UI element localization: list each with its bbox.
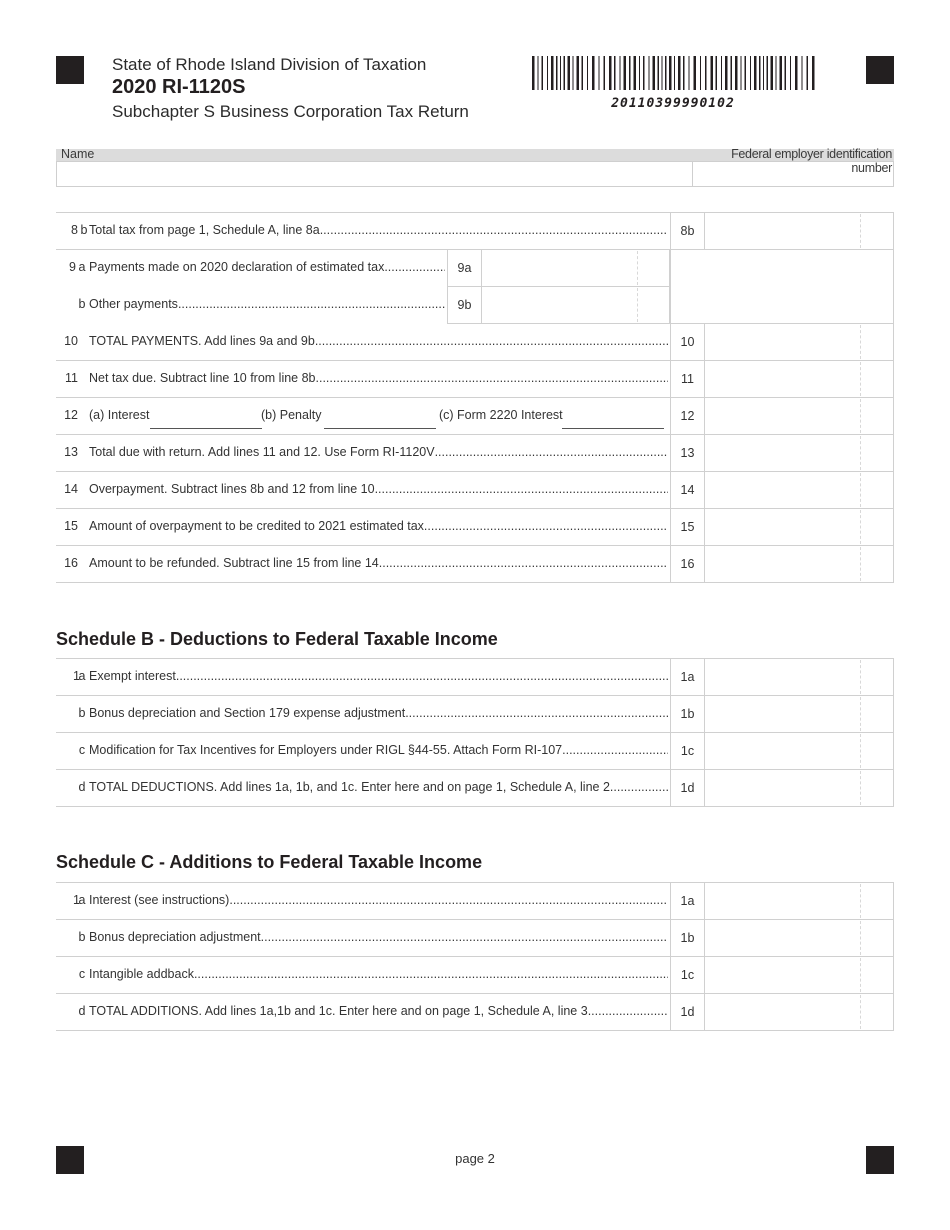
barcode-bar [662,56,663,90]
fein-field[interactable] [692,161,894,187]
line-8b-leader-dots [320,223,668,237]
line-12-form2220-field[interactable] [562,428,664,429]
line-9b-description [89,297,445,311]
sched-c-line-1a-number: 1 [73,892,80,907]
sched-b-line-1a-amount-field[interactable] [704,658,894,696]
sched-c-line-1c-code-cell: 1c [670,956,705,994]
main-row-rule [56,397,670,398]
barcode-bar [551,56,554,90]
sched-b-line-1c-letter: c [78,742,86,757]
sched-c-line-1a-amount-field[interactable] [704,882,894,920]
sched-b-line-1d-code-cell: 1d [670,769,705,807]
line-16-amount-field[interactable] [704,545,894,583]
barcode-bar [577,56,580,90]
barcode-bar [538,56,539,90]
sched-b-line-1b-text: Bonus depreciation and Section 179 expense adjustment [89,705,406,720]
line-15-text: Amount of overpayment to be credited to 2021 estimated tax [89,518,424,533]
barcode-bar [731,56,733,90]
registration-mark-top-left [56,56,84,84]
barcode-bar [568,56,571,90]
line-16-leader-dots [379,556,668,570]
sched-b-line-1c-code-cell: 1c [670,732,705,770]
sched-c-row-rule [56,919,670,920]
line-14-code-cell: 14 [670,471,705,509]
barcode-bar [771,56,774,90]
barcode-bar [735,56,738,90]
main-row-rule [56,360,670,361]
registration-mark-top-right [866,56,894,84]
line-16-cents-divider [860,547,861,581]
sched-c-line-1c-cents-divider [860,958,861,992]
sched-c-line-1c-text: Intangible addback [89,966,194,981]
line-15-leader-dots [424,519,668,533]
line-13-leader-dots [435,445,668,459]
line-11-text: Net tax due. Subtract line 10 from line 8b [89,370,316,385]
barcode-bar [624,56,627,90]
sched-b-line-1c-cents-divider [860,734,861,768]
line-13-number: 13 [64,444,78,459]
sched-c-line-1a-code-cell: 1a [670,882,705,920]
sched-c-line-1b-code-cell: 1b [670,919,705,957]
sched-c-line-1d-amount-field[interactable] [704,993,894,1031]
sched-c-line-1b-amount-field[interactable] [704,919,894,957]
line-13-text: Total due with return. Add lines 11 and 12. Use Form RI-1120V [89,444,435,459]
sched-c-line-1a-letter: a [78,892,86,907]
barcode-bar [564,56,566,90]
barcode-bar [694,56,697,90]
line-9a-code-cell: 9a [447,249,482,287]
barcode-bar [573,56,574,90]
sched-b-row-rule [56,769,670,770]
line-9b-leader-dots [178,297,445,311]
agency-name: State of Rhode Island Division of Taxation [112,55,427,74]
barcode-bar [780,56,783,90]
sched-c-line-1d-code-cell: 1d [670,993,705,1031]
schedule-b-title: Schedule B - Deductions to Federal Taxable Income [56,629,498,649]
sched-b-line-1b-amount-field[interactable] [704,695,894,733]
line-11-description [89,371,668,385]
barcode-bar [711,56,714,90]
line-12-interest-field[interactable] [150,428,262,429]
sched-c-line-1a-text: Interest (see instructions) [89,892,230,907]
barcode-bar [592,56,595,90]
barcode-bar [705,56,707,90]
sched-c-row-rule [56,1030,670,1031]
barcode-bar [674,56,675,90]
line-9a-description [89,260,445,274]
sched-c-top-rule [56,882,670,883]
barcode-bar [802,56,803,90]
line-9a-letter: a [78,259,86,274]
barcode-bar [700,56,701,90]
sched-b-line-1c-leader-dots [562,743,668,757]
barcode-bar [754,56,757,90]
barcode-bar [634,56,637,90]
form-title: 2020 RI-1120S [112,76,246,98]
line-14-amount-field[interactable] [704,471,894,509]
sched-c-line-1d-leader-dots [588,1004,668,1018]
barcode-bar [643,56,645,90]
barcode-bar [665,56,667,90]
barcode-bar [812,56,815,90]
main-top-rule [56,212,670,213]
barcode-bar [721,56,722,90]
line-12-interest-label: (a) Interest [89,407,150,422]
name-label: Name [61,147,95,161]
barcode-bar [604,56,606,90]
line-8b-description [89,223,668,237]
sched-c-line-1d-text: TOTAL ADDITIONS. Add lines 1a,1b and 1c. Enter here and on page 1, Schedule A, line 3 [89,1003,588,1018]
line-9b-cents-divider [637,288,638,322]
line-10-number: 10 [64,333,78,348]
line-13-description [89,445,668,459]
sched-c-line-1b-leader-dots [261,930,668,944]
line-11-amount-field[interactable] [704,360,894,398]
barcode-bar [790,56,791,90]
barcode-bar [620,56,621,90]
line-14-number: 14 [64,481,78,496]
line-11-leader-dots [316,371,668,385]
barcode-bar [716,56,718,90]
sched-b-line-1a-letter: a [78,668,86,683]
line-12-amount-field[interactable] [704,397,894,435]
line-8b-cents-divider [860,214,861,248]
barcode-bar [629,56,631,90]
line-10-amount-field[interactable] [704,323,894,361]
sched-b-line-1d-cents-divider [860,771,861,805]
barcode-bar [547,56,548,90]
sched-c-row-rule [56,993,670,994]
line-14-description [89,482,668,496]
line-12-form2220-label: (c) Form 2220 Interest [439,407,563,422]
line-13-code-cell: 13 [670,434,705,472]
line-8b-number: 8 [71,222,78,237]
sched-b-line-1b-letter: b [78,705,86,720]
barcode-bar [683,56,685,90]
barcode-bar [785,56,787,90]
sched-b-row-rule [56,695,670,696]
sched-b-line-1d-amount-field[interactable] [704,769,894,807]
sched-b-line-1a-leader-dots [176,669,668,683]
sched-c-line-1a-leader-dots [229,893,668,907]
line-15-cents-divider [860,510,861,544]
line-10-leader-dots [315,334,668,348]
line-11-cents-divider [860,362,861,396]
barcode-bar [807,56,809,90]
sched-c-line-1b-cents-divider [860,921,861,955]
barcode-bar [653,56,656,90]
barcode-bar [669,56,672,90]
sched-c-line-1b-text: Bonus depreciation adjustment [89,929,261,944]
line-12-penalty-label: (b) Penalty [261,407,322,422]
line-9b-code-cell: 9b [447,286,482,324]
line-9a-leader-dots [384,260,445,274]
sched-b-line-1d-text: TOTAL DEDUCTIONS. Add lines 1a, 1b, and 1c. Enter here and on page 1, Schedule A, line 2 [89,779,610,794]
sched-b-line-1c-text: Modification for Tax Incentives for Employers under RIGL §44-55. Attach Form RI-107 [89,742,563,757]
main-row-rule [56,582,670,583]
barcode-bar [795,56,798,90]
line-9b-text: Other payments [89,296,178,311]
line-15-amount-field[interactable] [704,508,894,546]
sched-b-line-1b-cents-divider [860,697,861,731]
barcode-bar [745,56,747,90]
line-9b-letter: b [78,296,86,311]
sched-c-line-1d-cents-divider [860,995,861,1029]
barcode-bar [759,56,761,90]
line-8b-text: Total tax from page 1, Schedule A, line 8a [89,222,320,237]
barcode-bar [767,56,769,90]
sched-c-line-1c-letter: c [78,966,86,981]
sched-c-line-1a-description [89,893,668,907]
sched-b-line-1a-cents-divider [860,660,861,694]
barcode-bar [560,56,561,90]
line-10-cents-divider [860,325,861,359]
line-13-amount-field[interactable] [704,434,894,472]
sched-b-line-1b-code-cell: 1b [670,695,705,733]
main-row-rule [56,471,670,472]
barcode-bar [542,56,544,90]
fein-label: Federal employer identification number [731,147,892,175]
barcode [530,56,816,90]
sched-c-line-1d-description [89,1004,668,1018]
barcode-number: 20110399990102 [611,96,735,111]
line-16-description [89,556,668,570]
sched-b-row-rule [56,806,670,807]
line-10-text: TOTAL PAYMENTS. Add lines 9a and 9b [89,333,315,348]
barcode-bar [582,56,584,90]
barcode-bar [763,56,764,90]
line-10-code-cell: 10 [670,323,705,361]
sched-b-line-1a-code-cell: 1a [670,658,705,696]
line-16-text: Amount to be refunded. Subtract line 15 from line 14 [89,555,379,570]
line-11-code-cell: 11 [670,360,705,398]
sched-b-line-1c-description [89,743,668,757]
line-8b-letter: b [80,222,88,237]
main-row-rule [56,545,670,546]
line-14-leader-dots [375,482,668,496]
line-12-number: 12 [64,407,78,422]
line-14-text: Overpayment. Subtract lines 8b and 12 from line 10 [89,481,375,496]
main-row-rule [56,508,670,509]
barcode-bar [649,56,650,90]
sched-b-row-rule [56,732,670,733]
barcode-bar [639,56,640,90]
sched-c-line-1c-amount-field[interactable] [704,956,894,994]
form-subtitle: Subchapter S Business Corporation Tax Return [112,102,469,121]
sched-b-line-1b-description [89,706,668,720]
sched-c-line-1c-description [89,967,668,981]
sched-b-line-1b-leader-dots [405,706,668,720]
barcode-bar [614,56,616,90]
sched-b-line-1c-amount-field[interactable] [704,732,894,770]
barcode-bar [776,56,777,90]
schedule-c-title: Schedule C - Additions to Federal Taxable Income [56,852,483,872]
sched-c-line-1d-letter: d [78,1003,86,1018]
barcode-bar [587,56,588,90]
barcode-bar [532,56,535,90]
sched-c-line-1b-description [89,930,668,944]
sched-b-line-1a-description [89,669,668,683]
barcode-bar [658,56,660,90]
line-15-number: 15 [64,518,78,533]
line-9b-amount-field[interactable] [481,286,670,324]
barcode-bar [556,56,558,90]
line-10-description [89,334,668,348]
sched-b-top-rule [56,658,670,659]
barcode-bar [609,56,612,90]
barcode-bar [689,56,690,90]
line-13-cents-divider [860,436,861,470]
line-15-code-cell: 15 [670,508,705,546]
barcode-bar [741,56,742,90]
sched-b-line-1d-leader-dots [610,780,668,794]
barcode-bar [678,56,681,90]
sched-c-line-1b-letter: b [78,929,86,944]
line-12-cents-divider [860,399,861,433]
sched-c-row-rule [56,956,670,957]
line-9a-amount-field[interactable] [481,249,670,287]
line-8b-amount-field[interactable] [704,212,894,250]
name-field[interactable] [56,161,693,187]
line-12-code-cell: 12 [670,397,705,435]
sched-b-line-1d-description [89,780,668,794]
line-14-cents-divider [860,473,861,507]
line-9a-cents-divider [637,251,638,285]
line-9a-text: Payments made on 2020 declaration of estimated tax [89,259,385,274]
line-16-number: 16 [64,555,78,570]
line-9a-number: 9 [69,259,76,274]
barcode-bar [725,56,728,90]
line-16-code-cell: 16 [670,545,705,583]
line-8b-code-cell: 8b [670,212,705,250]
barcode-bar [750,56,751,90]
sched-c-line-1a-cents-divider [860,884,861,918]
sched-b-line-1d-letter: d [78,779,86,794]
barcode-bar [599,56,600,90]
line-11-number: 11 [65,370,78,385]
main-row-rule [56,434,670,435]
sched-b-line-1a-number: 1 [73,668,80,683]
sched-c-line-1c-leader-dots [194,967,668,981]
line-12-penalty-field[interactable] [324,428,436,429]
line-15-description [89,519,668,533]
sched-b-line-1a-text: Exempt interest [89,668,176,683]
line-9-blank-area [670,249,894,324]
page-number: page 2 [455,1151,495,1166]
